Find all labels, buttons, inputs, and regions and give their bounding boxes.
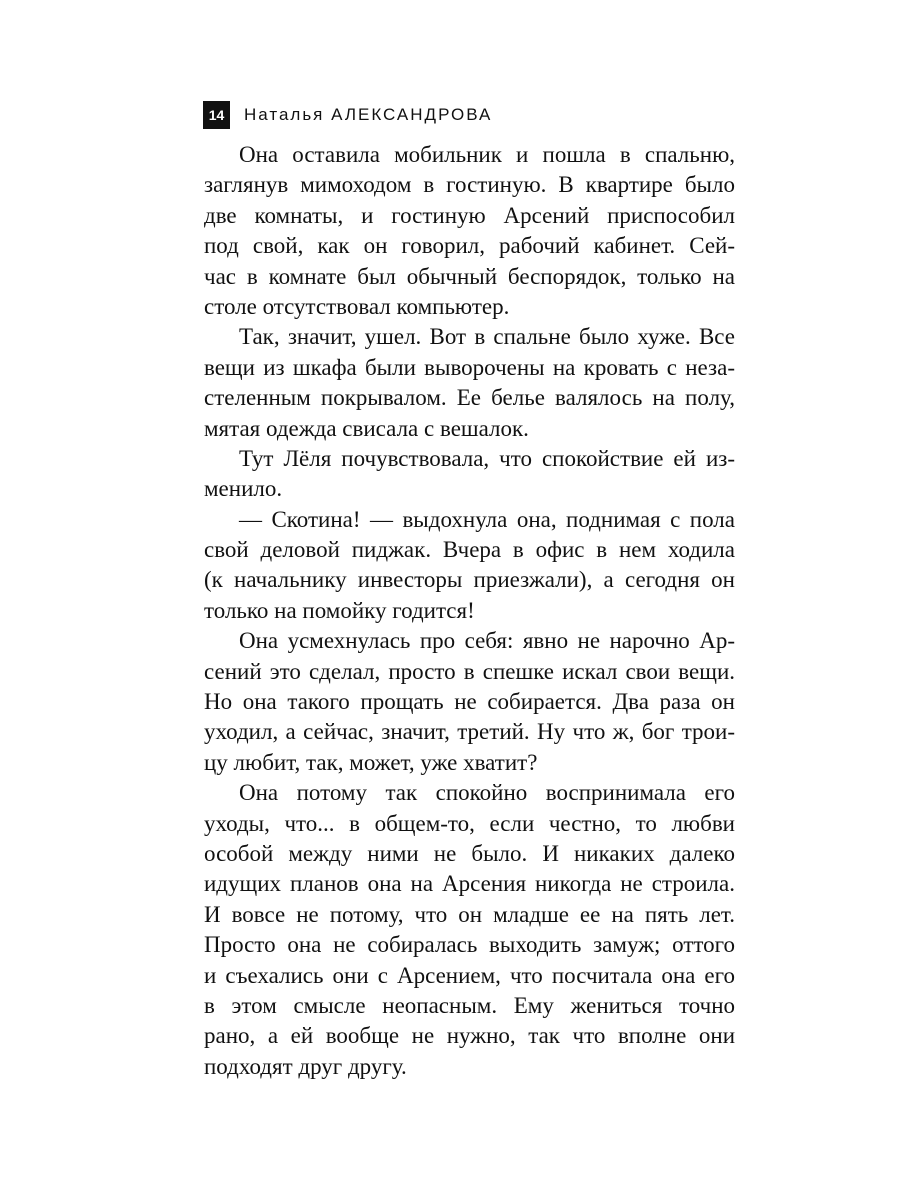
text-line: Но она такого прощать не собирается. Два раза он: [204, 689, 735, 715]
text-line: час в комнате был обычный беспорядок, только на: [204, 263, 735, 289]
text-line: Тут Лёля почувствовала, что спокойствие ей из-: [239, 445, 735, 471]
text-line: особой между ними не было. И никаких далеко: [204, 840, 735, 866]
text-line: Она усмехнулась про себя: явно не нарочно Ар-: [239, 628, 735, 654]
text-line: и съехались они с Арсением, что посчитала она его: [204, 962, 735, 988]
text-line: стеленным покрывалом. Ее белье валялось на полу,: [204, 385, 735, 411]
text-line: И вовсе не потому, что он младше ее на пять лет.: [204, 901, 735, 927]
text-line: две комнаты, и гостиную Арсений приспособил: [204, 202, 735, 228]
text-line: Она потому так спокойно воспринимала его: [239, 780, 735, 806]
running-head: [203, 101, 492, 129]
text-line: Она оставила мобильник и пошла в спальню,: [239, 142, 735, 167]
text-line: мятая одежда свисала с вешалок.: [204, 415, 529, 441]
text-line: уходил, а сейчас, значит, третий. Ну что ж, бог трои-: [204, 719, 735, 745]
text-line: под свой, как он говорил, рабочий кабинет. Сей-: [204, 233, 735, 259]
text-line: подходят друг другу.: [204, 1053, 407, 1079]
text-line: Просто она не собиралась выходить замуж; оттого: [204, 932, 735, 958]
text-line: в этом смысле неопасным. Ему жениться точно: [204, 992, 735, 1018]
text-line: — Скотина! — выдохнула она, поднимая с пола: [239, 506, 735, 532]
text-line: вещи из шкафа были выворочены на кровать с неза-: [204, 354, 735, 380]
text-line: менило.: [204, 476, 283, 502]
text-line: только на помойку годится!: [204, 597, 475, 623]
text-line: (к начальнику инвесторы приезжали), а сегодня он: [204, 567, 735, 593]
text-line: столе отсутствовал компьютер.: [204, 293, 510, 319]
text-line: свой деловой пиджак. Вчера в офис в нем ходила: [204, 537, 735, 563]
text-line: заглянув мимоходом в гостиную. В квартире было: [204, 172, 735, 198]
page-number: 14: [203, 101, 230, 129]
text-line: уходы, что... в общем-то, если честно, то любви: [204, 810, 735, 836]
text-line: Так, значит, ушел. Вот в спальне было хуже. Все: [239, 324, 735, 350]
text-line: рано, а ей вообще не нужно, так что вполне они: [204, 1023, 735, 1049]
text-line: сений это сделал, просто в спешке искал свои вещи.: [204, 658, 735, 684]
text-line: идущих планов она на Арсения никогда не строила.: [204, 871, 735, 897]
body-text: [204, 140, 735, 1082]
author-name: Наталья АЛЕКСАНДРОВА: [244, 105, 493, 124]
text-line: цу любит, так, может, уже хватит?: [204, 749, 538, 775]
